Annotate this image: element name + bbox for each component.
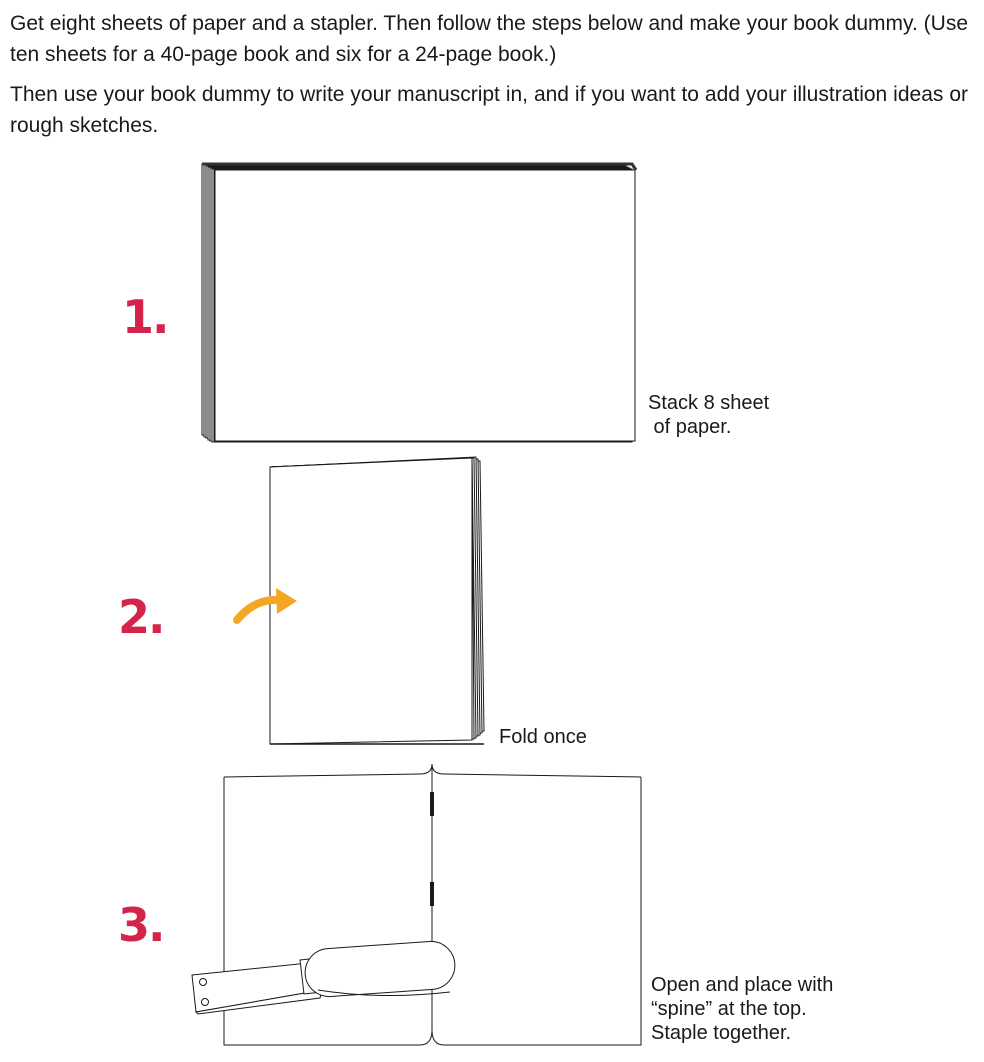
step-3-caption <box>651 973 833 1045</box>
step-number-2: 2. <box>118 590 164 644</box>
step-number-1: 1. <box>122 290 168 344</box>
caption-line: of paper. <box>648 416 732 438</box>
paper-stack-icon <box>202 164 636 442</box>
step-number-3: 3. <box>118 898 164 952</box>
step-1-caption <box>648 391 769 439</box>
stapler-icon <box>192 940 456 1014</box>
caption-line: Open and place with <box>651 974 834 996</box>
caption-line: Fold once <box>499 726 587 748</box>
step-2-caption <box>499 725 587 749</box>
caption-line: Stack 8 sheet <box>648 392 770 414</box>
intro-paragraph-2: Then use your book dummy to write your manuscript in, and if you want to add your illustration ideas or rough sketches. <box>10 83 968 137</box>
intro-paragraph-1: Get eight sheets of paper and a stapler. Then follow the steps below and make your book dummy. (Use ten sheets for a 40-page book and six for a 24-page book.) <box>10 12 968 66</box>
caption-line: “spine” at the top. <box>651 998 807 1020</box>
caption-line: Staple together. <box>651 1022 792 1044</box>
folded-booklet-icon <box>270 457 484 744</box>
